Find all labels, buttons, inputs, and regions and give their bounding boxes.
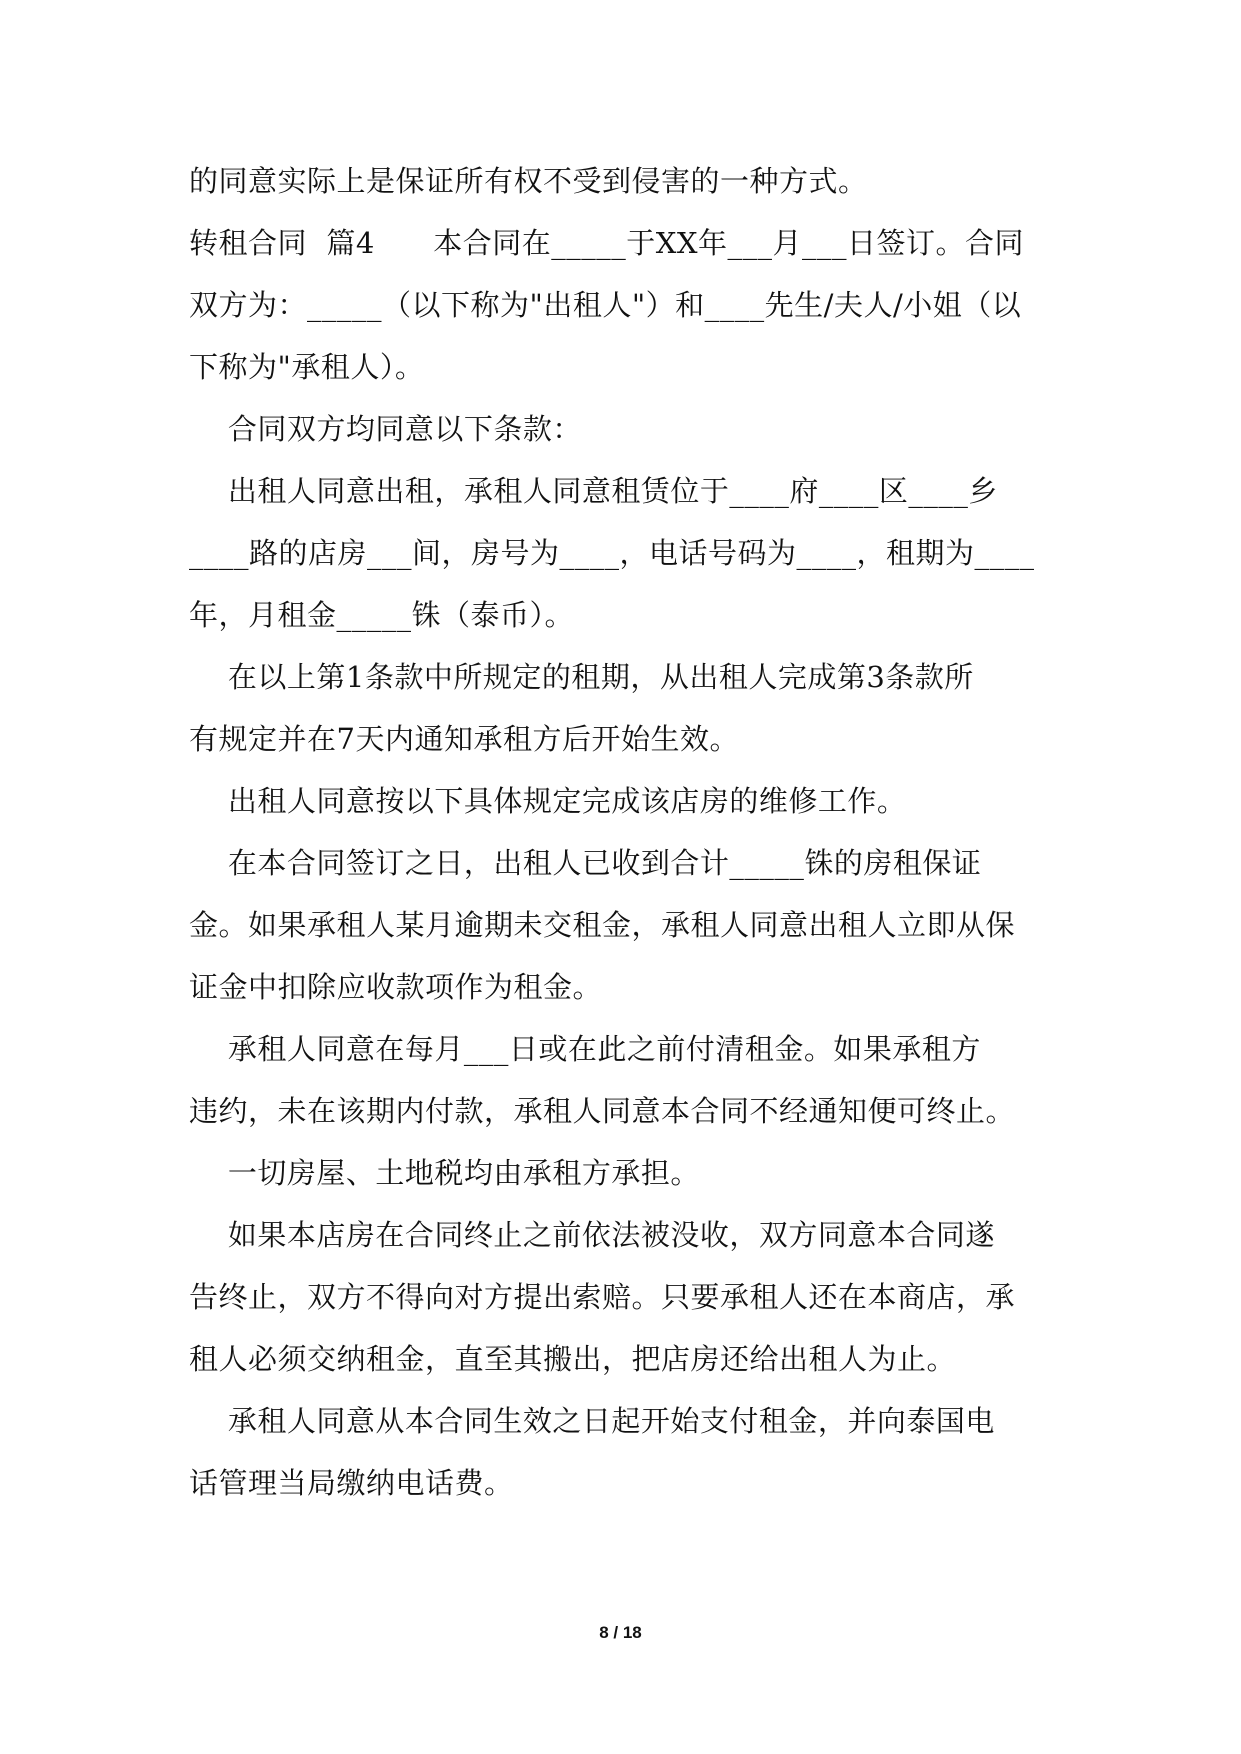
text-line: 双方为：_____（以下称为"出租人"）和____先生/夫人/小姐（以 <box>189 288 1022 322</box>
text-line: 在本合同签订之日，出租人已收到合计_____铢的房租保证 <box>189 846 982 880</box>
text-line: 承租人同意在每月___日或在此之前付清租金。如果承租方 <box>189 1032 981 1066</box>
text-line: 如果本店房在合同终止之前依法被没收，双方同意本合同遂 <box>189 1218 995 1252</box>
text-line: 话管理当局缴纳电话费。 <box>189 1466 514 1500</box>
text-line: 下称为"承租人）。 <box>189 350 425 384</box>
text-line: ____路的店房___间，房号为____，电话号码为____，租期为____ <box>189 536 1035 570</box>
text-line: 年，月租金_____铢（泰币）。 <box>189 598 575 632</box>
text-line: 租人必须交纳租金，直至其搬出，把店房还给出租人为止。 <box>189 1342 957 1376</box>
text-line: 证金中扣除应收款项作为租金。 <box>189 970 603 1004</box>
text-line: 合同双方均同意以下条款： <box>189 412 582 446</box>
text-line: 金。如果承租人某月逾期未交租金，承租人同意出租人立即从保 <box>189 908 1016 942</box>
text-line: 有规定并在7天内通知承租方后开始生效。 <box>189 722 739 756</box>
page-number: 8 / 18 <box>599 1623 642 1642</box>
text-line: 出租人同意出租，承租人同意租赁位于____府____区____乡 <box>189 474 998 508</box>
text-line: 一切房屋、土地税均由承租方承担。 <box>189 1156 700 1190</box>
text-line: 承租人同意从本合同生效之日起开始支付租金，并向泰国电 <box>189 1404 995 1438</box>
text-line: 在以上第1条款中所规定的租期，从出租人完成第3条款所 <box>189 660 974 694</box>
text-line: 违约，未在该期内付款，承租人同意本合同不经通知便可终止。 <box>189 1094 1016 1128</box>
text-line: 告终止，双方不得向对方提出索赔。只要承租人还在本商店，承 <box>189 1280 1016 1314</box>
text-line: 的同意实际上是保证所有权不受到侵害的一种方式。 <box>189 164 868 198</box>
text-line: 出租人同意按以下具体规定完成该店房的维修工作。 <box>189 784 907 818</box>
document-body <box>189 150 1069 1514</box>
text-line: 转租合同 篇4 本合同在_____于XX年___月___日签订。合同 <box>189 226 1024 260</box>
